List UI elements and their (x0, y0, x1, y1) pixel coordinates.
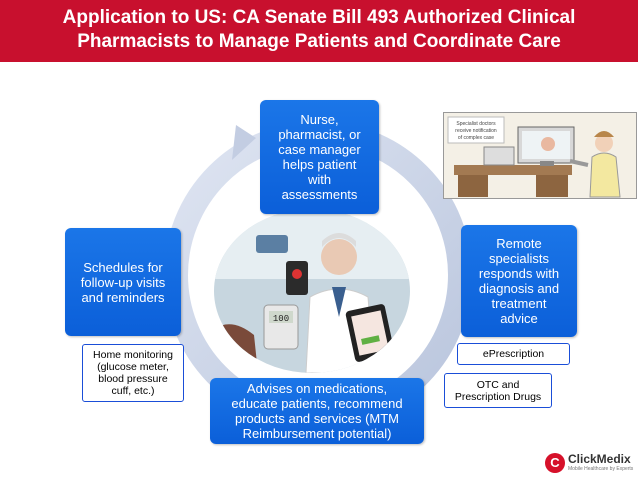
step-text: products and services (MTM (235, 411, 399, 426)
note-text: Prescription Drugs (454, 390, 542, 403)
note-text: OTC and (476, 378, 520, 391)
step-text: treatment (491, 296, 547, 311)
step-text: with (307, 172, 332, 187)
step-text: assessments (281, 187, 358, 202)
note-otc-drugs (444, 373, 552, 408)
logo-mark: C (545, 453, 565, 473)
clip-caption-line: receive notification (455, 128, 497, 134)
step-text: Reimbursement potential) (242, 426, 392, 441)
title-line-2: Pharmacists to Manage Patients and Coordinate Care (77, 31, 561, 52)
step-text: helps patient (282, 157, 357, 172)
clip-caption-line: Specialist doctors (456, 121, 496, 127)
note-text: (glucose meter, (97, 361, 169, 373)
step-text: diagnosis and (478, 281, 560, 296)
step-text: Remote (496, 236, 542, 251)
logo-name: ClickMedix (568, 452, 631, 466)
logo-tagline: Mobile Healthcare by Experts (568, 466, 634, 472)
device-reading: 100 (272, 314, 290, 324)
cycle-step-schedules (65, 228, 181, 336)
cycle-step-assessments (260, 100, 379, 214)
clip-caption-line: of complex case (457, 135, 495, 141)
note-text: ePrescription (482, 348, 545, 360)
note-home-monitoring (82, 344, 184, 402)
step-text: responds with (478, 266, 560, 281)
step-text: and reminders (81, 289, 165, 305)
note-eprescription (457, 343, 570, 365)
specialist-clipart (443, 112, 637, 199)
step-text: Advises on medications, (246, 381, 388, 396)
step-text: follow-up visits (80, 274, 166, 290)
cycle-step-advises (210, 378, 424, 444)
cycle-step-remote-specialists (461, 225, 577, 337)
note-text: Home monitoring (93, 349, 173, 361)
step-text: specialists (489, 251, 549, 266)
clickmedix-logo (545, 452, 635, 476)
step-text: Nurse, (300, 112, 339, 127)
title-line-1: Application to US: CA Senate Bill 493 Authorized Clinical (62, 7, 576, 28)
step-text: case manager (278, 142, 361, 157)
pharmacist-photo (214, 209, 410, 373)
step-text: educate patients, recommend (231, 396, 403, 411)
step-text: pharmacist, or (278, 127, 361, 142)
note-text: cuff, etc.) (111, 385, 155, 397)
step-text: advice (500, 311, 538, 326)
step-text: Schedules for (83, 259, 163, 275)
note-text: blood pressure (98, 373, 168, 385)
